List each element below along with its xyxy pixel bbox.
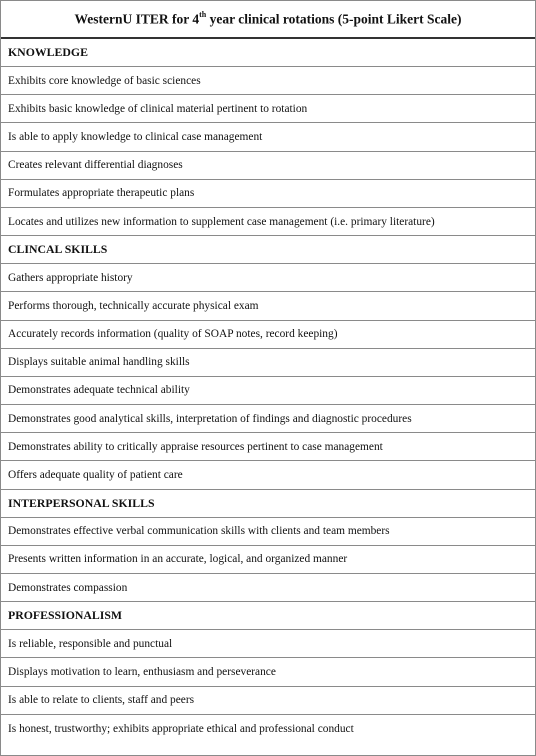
table-title-superscript: th xyxy=(199,9,207,19)
table-row: Displays suitable animal handling skills xyxy=(1,349,535,377)
table-row: Exhibits core knowledge of basic sciences xyxy=(1,67,535,95)
table-row: Demonstrates effective verbal communication skills with clients and team members xyxy=(1,518,535,546)
section-header: KNOWLEDGE xyxy=(1,39,535,67)
table-row: Creates relevant differential diagnoses xyxy=(1,152,535,180)
table-row: Demonstrates ability to critically appraise resources pertinent to case management xyxy=(1,433,535,461)
table-row: Accurately records information (quality of SOAP notes, record keeping) xyxy=(1,321,535,349)
table-row: Is able to apply knowledge to clinical case management xyxy=(1,123,535,151)
section-header: CLINCAL SKILLS xyxy=(1,236,535,264)
table-title xyxy=(1,1,535,39)
section-header: PROFESSIONALISM xyxy=(1,602,535,630)
table-title-before: WesternU ITER for 4 xyxy=(74,11,200,27)
table-row: Offers adequate quality of patient care xyxy=(1,461,535,489)
table-row: Demonstrates good analytical skills, interpretation of findings and diagnostic procedures xyxy=(1,405,535,433)
table-row: Presents written information in an accurate, logical, and organized manner xyxy=(1,546,535,574)
table-row: Exhibits basic knowledge of clinical material pertinent to rotation xyxy=(1,95,535,123)
table-title-after: year clinical rotations (5-point Likert Scale) xyxy=(206,11,462,27)
table-row: Gathers appropriate history xyxy=(1,264,535,292)
table-row: Locates and utilizes new information to supplement case management (i.e. primary literature) xyxy=(1,208,535,236)
table-row: Performs thorough, technically accurate physical exam xyxy=(1,292,535,320)
table-row: Displays motivation to learn, enthusiasm and perseverance xyxy=(1,658,535,686)
table-row: Demonstrates compassion xyxy=(1,574,535,602)
section-header: INTERPERSONAL SKILLS xyxy=(1,490,535,518)
table-row: Is able to relate to clients, staff and peers xyxy=(1,687,535,715)
table-row: Formulates appropriate therapeutic plans xyxy=(1,180,535,208)
table-row: Demonstrates adequate technical ability xyxy=(1,377,535,405)
table-row: Is reliable, responsible and punctual xyxy=(1,630,535,658)
table-row: Is honest, trustworthy; exhibits appropriate ethical and professional conduct xyxy=(8,722,354,735)
table-title-text xyxy=(75,11,462,28)
table-body xyxy=(1,39,535,743)
